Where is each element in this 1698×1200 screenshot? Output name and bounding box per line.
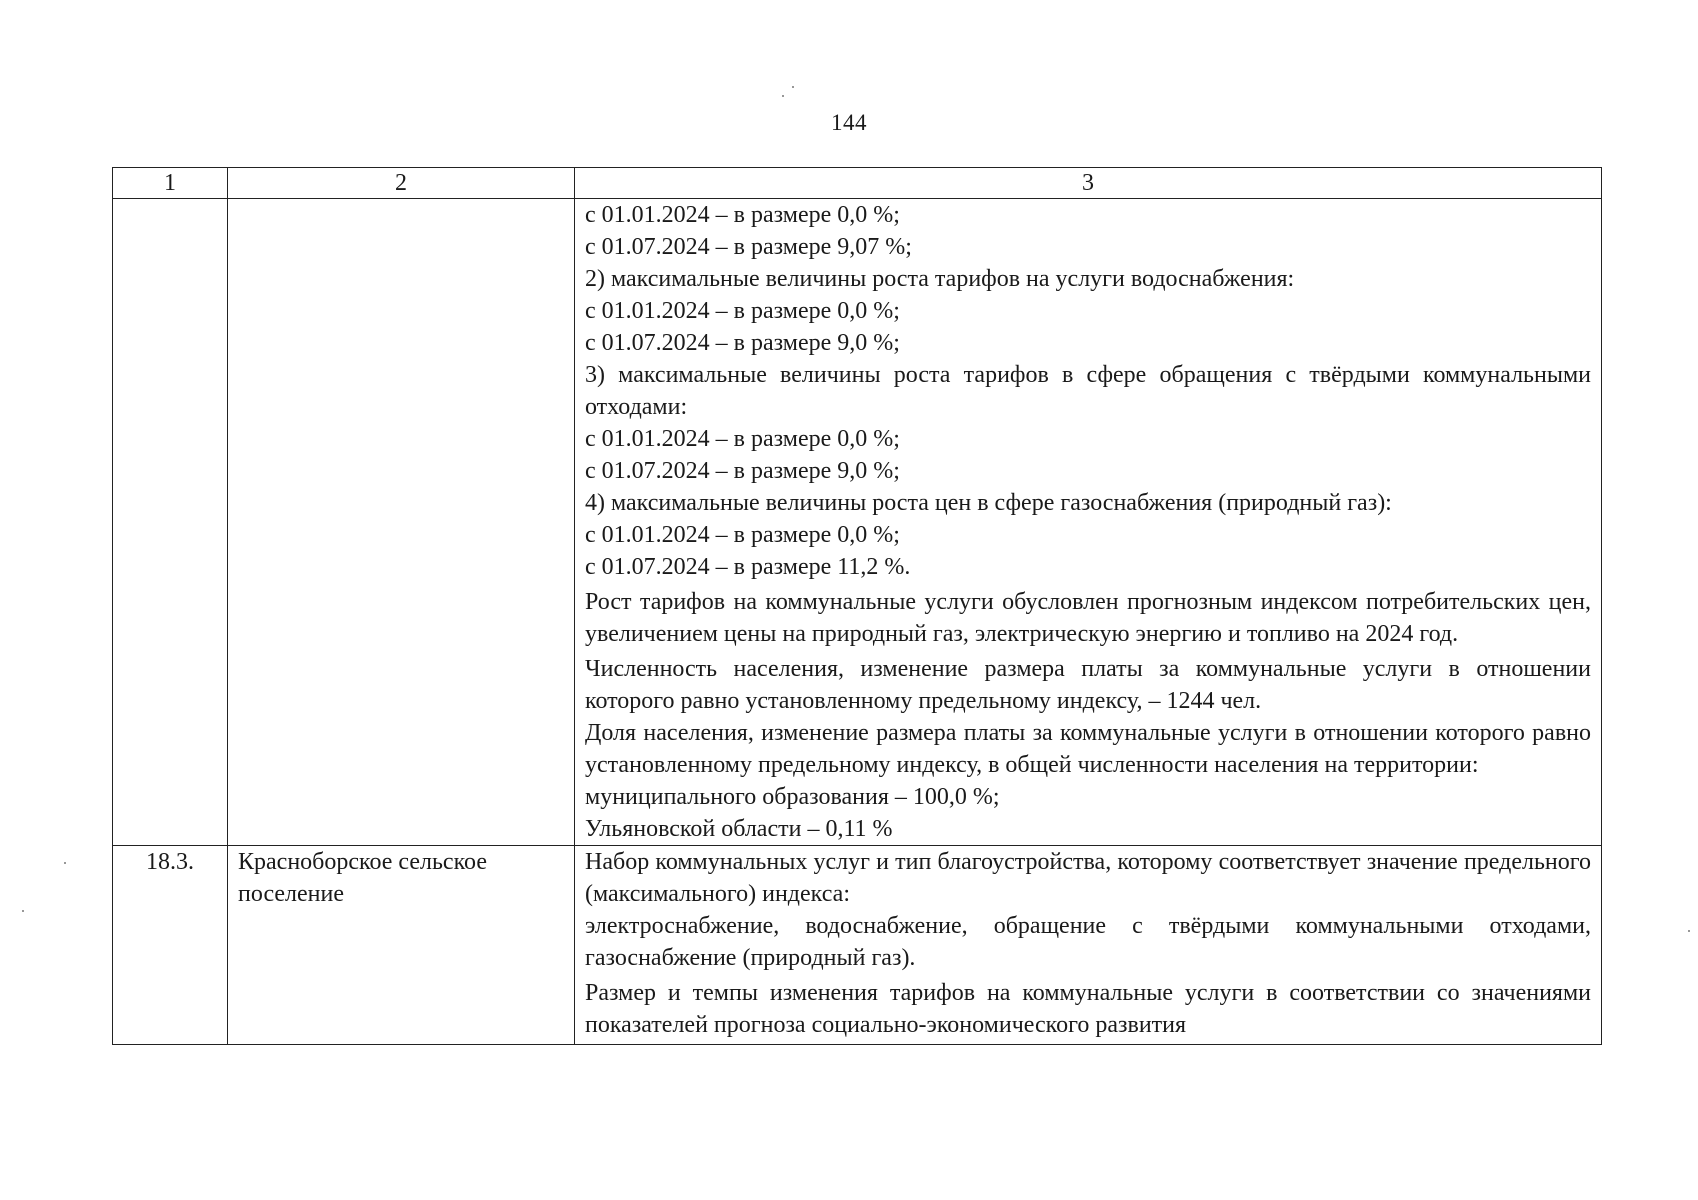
column-header-1: 1 [113, 168, 228, 199]
column-header-3: 3 [575, 168, 1602, 199]
section-heading-water: 2) максимальные величины роста тарифов на услуги водоснабжения: [585, 266, 1295, 292]
rate-line: с 01.01.2024 – в размере 0,0 %; [585, 522, 900, 548]
rate-line: с 01.07.2024 – в размере 9,0 %; [585, 458, 900, 484]
table-row-continuation [113, 199, 1602, 846]
paragraph-population-count: Численность населения, изменение размера платы за коммунальные услуги в отношении которого равно установленному предельному индексу, – 1244 чел. [585, 656, 1591, 714]
scan-speck [22, 910, 24, 912]
content-clip [585, 846, 1591, 1044]
rate-line: с 01.07.2024 – в размере 9,0 %; [585, 330, 900, 356]
scan-speck [782, 95, 784, 97]
paragraph-rates: Размер и темпы изменения тарифов на коммунальные услуги в соответствии со значениями показателей прогноза социально-экономического развития [585, 980, 1591, 1038]
section-heading-gas: 4) максимальные величины роста цен в сфере газоснабжения (природный газ): [585, 490, 1392, 516]
rate-line: с 01.07.2024 – в размере 11,2 %. [585, 554, 911, 580]
scan-speck [64, 862, 66, 864]
continuation-col1 [113, 199, 228, 846]
paragraph-population-share: Доля населения, изменение размера платы за коммунальные услуги в отношении которого равно установленному предельному индексу, в общей численности населения на территории: [585, 720, 1591, 778]
section-heading-waste: 3) максимальные величины роста тарифов в сфере обращения с твёрдыми коммунальными отходами: [585, 362, 1591, 420]
document-table [112, 167, 1602, 1045]
row-number: 18.3. [113, 846, 228, 1045]
rate-line: с 01.07.2024 – в размере 9,07 %; [585, 234, 912, 260]
continuation-col2 [228, 199, 575, 846]
scan-speck [792, 86, 794, 88]
share-region: Ульяновской области – 0,11 % [585, 816, 893, 842]
share-municipal: муниципального образования – 100,0 %; [585, 784, 1000, 810]
continuation-content [575, 199, 1602, 846]
paragraph-services: электроснабжение, водоснабжение, обращение с твёрдыми коммунальными отходами, газоснабжение (природный газ). [585, 913, 1591, 971]
table-row-18-3 [113, 846, 1602, 1045]
paragraph-service-set: Набор коммунальных услуг и тип благоустройства, которому соответствует значение предельного (максимального) индекса: [585, 849, 1591, 907]
scan-speck [1688, 930, 1690, 932]
rate-line: с 01.01.2024 – в размере 0,0 %; [585, 202, 900, 228]
page-number: 144 [831, 110, 867, 135]
paragraph-tariff-growth: Рост тарифов на коммунальные услуги обусловлен прогнозным индексом потребительских цен, увеличением цены на природный газ, электрическую энергию и топливо на 2024 год. [585, 589, 1591, 647]
column-header-2: 2 [228, 168, 575, 199]
table-header-row [113, 168, 1602, 199]
rate-line: с 01.01.2024 – в размере 0,0 %; [585, 426, 900, 452]
row-18-3-content [575, 846, 1602, 1045]
settlement-name: Красноборское сельское поселение [228, 846, 575, 1045]
rate-line: с 01.01.2024 – в размере 0,0 %; [585, 298, 900, 324]
